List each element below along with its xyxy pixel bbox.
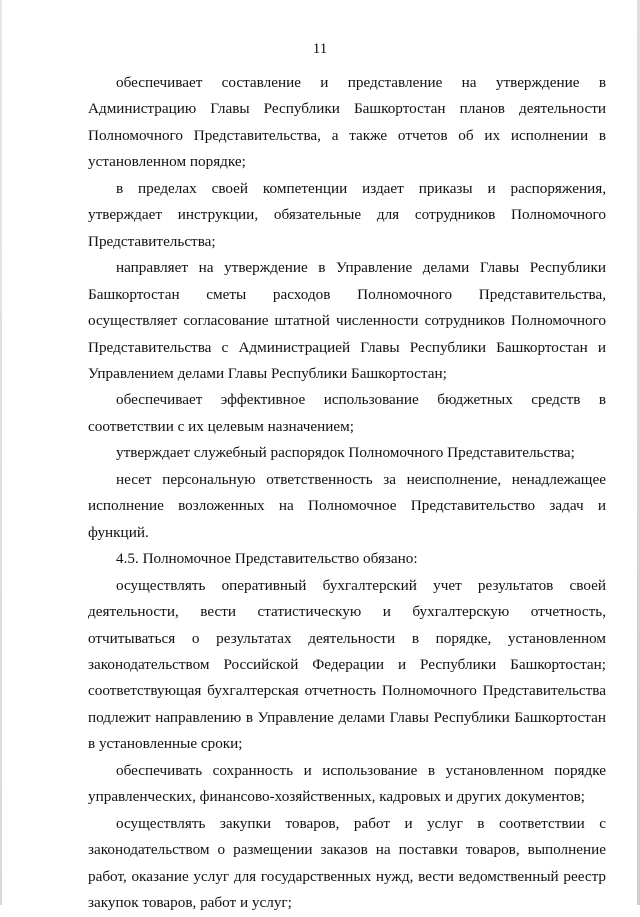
paragraph-9: обеспечивать сохранность и использование в установленном порядке управленческих, финансово-хозяйственных, кадровых и других документов; [88,761,606,806]
paragraph-8: осуществлять оперативный бухгалтерский учет результатов своей деятельности, вести статистическую и бухгалтерскую отчетность, отчитываться о результатах деятельности в порядке, установленном законодательством Российской Федерации и Республики Башкортостан; соответствующая бухгалтерская отчетность Полномочного Представительства подлежит направлению в Управление делами Главы Республики Башкортостан в установленные сроки; [88,576,606,753]
paragraph-2: в пределах своей компетенции издает приказы и распоряжения, утверждает инструкции, обязательные для сотрудников Полномочного Представительства; [88,179,606,250]
paragraph-5: утверждает служебный распорядок Полномочного Представительства; [116,444,575,462]
page-edge-left [0,0,2,905]
paragraph-3: направляет на утверждение в Управление делами Главы Республики Башкортостан сметы расходов Полномочного Представительства, осуществляет согласование штатной численности сотрудников Полномочного Представительства с Администрацией Главы Республики Башкортостан и Управлением делами Главы Республики Башкортостан; [88,259,606,382]
document-body [88,70,606,917]
paragraph-1: обеспечивает составление и представление на утверждение в Администрацию Главы Республики Башкортостан планов деятельности Полномочного Представительства, а также отчетов об их исполнении в установленном порядке; [88,74,606,171]
page-number: 11 [312,41,328,57]
paragraph-4: обеспечивает эффективное использование бюджетных средств в соответствии с их целевым назначением; [88,391,606,435]
section-heading-4-5: 4.5. Полномочное Представительство обязано: [116,550,418,568]
paragraph-10: осуществлять закупки товаров, работ и услуг в соответствии с законодательством о размещении заказов на поставки товаров, выполнение работ, оказание услуг для государственных нужд, вести ведомственный реестр закупок товаров, работ и услуг; [88,814,606,912]
paragraph-6: несет персональную ответственность за неисполнение, ненадлежащее исполнение возложенных на Полномочное Представительство задач и функций. [88,470,606,541]
